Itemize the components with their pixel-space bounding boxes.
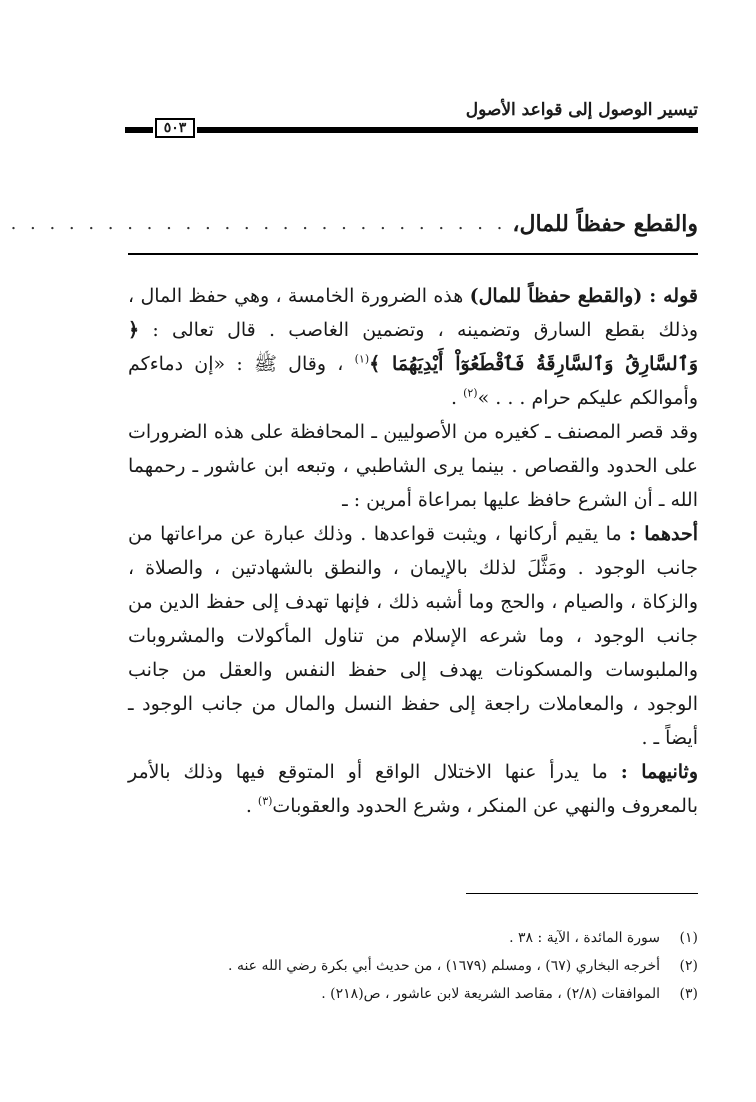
paragraph-3-text: ما يقيم أركانها ، ويثبت قواعدها . وذلك عبارة عن مراعاتها من جانب الوجود . ومَثَّلَ لذلك بالإيمان ، والنطق بالشهادتين ، والصلاة ، والزكاة ، والصيام ، والحج وما أشبه ذلك ، فإنها تهدف إلى حفظ الدين من جانب الوجود ، وما شرعه الإسلام من تناول المأكولات والمشروبات والملبوسات والمسكونات يهدف إلى حفظ النفس والعقل من جانب الوجود ، والمعاملات راجعة إلى حفظ النسل والمال من جانب الوجود ـ أيضاً ـ . (128, 523, 698, 749)
footnote-2-number: (٢) (679, 958, 698, 974)
paragraph-2: وقد قصر المصنف ـ كغيره من الأصوليين ـ المحافظة على هذه الضرورات على الحدود والقصاص . بينما يرى الشاطبي ، وتبعه ابن عاشور ـ رحمهما الله ـ أن الشرع حافظ عليها بمراعاة أمرين : ـ (128, 421, 698, 511)
section-rule (128, 253, 698, 255)
header-rule-end (125, 127, 153, 133)
footnote-2-text: أخرجه البخاري (٦٧) ، ومسلم (١٦٧٩) ، من حديث أبي بكرة رضي الله عنه . (228, 958, 660, 974)
page-header (125, 100, 698, 140)
footnote-1 (128, 924, 698, 952)
book-title: تيسير الوصول إلى قواعد الأصول (465, 100, 698, 120)
paragraph-1-text: هذه الضرورة الخامسة ، وهي حفظ المال ، وذلك بقطع السارق وتضمينه ، وتضمين الغاصب . قال تعالى : (128, 285, 698, 341)
section-heading-text: والقطع حفظاً للمال، (512, 211, 698, 237)
paragraph-3 (128, 517, 698, 755)
footnote-rule (466, 893, 698, 894)
paragraph-4 (128, 755, 698, 823)
footnote-ref-1: (١) (354, 352, 370, 366)
paragraph-1 (128, 279, 698, 415)
paragraph-1-text-3: . (450, 387, 464, 409)
footnote-2 (128, 952, 698, 980)
header-rule (197, 127, 698, 133)
paragraph-1-text-2: ، وقال ﷺ : «إن دماءكم وأموالكم عليكم حرام . . . » (128, 353, 698, 409)
page-number: ٥٠٣ (155, 118, 195, 138)
footnote-ref-3: (٣) (257, 794, 273, 808)
section-heading (10, 202, 698, 242)
paragraph-4-lead: وثانيهما : (620, 761, 698, 783)
footnote-1-number: (١) (679, 930, 698, 946)
footnote-ref-2: (٢) (463, 386, 478, 400)
footnote-3-number: (٣) (679, 986, 698, 1002)
footnotes (128, 924, 698, 1008)
paragraph-1-lead: قوله : (والقطع حفظاً للمال) (469, 285, 698, 307)
footnote-3 (128, 980, 698, 1008)
quran-verse: ﴿ وَٱلسَّارِقُ وَٱلسَّارِقَةُ فَٱقْطَعُوٓاْ أَيْدِيَهُمَا ﴾ (128, 319, 698, 375)
footnote-3-text: الموافقات (٢/٨) ، مقاصد الشريعة لابن عاشور ، ص(٢١٨) . (321, 986, 660, 1002)
paragraph-4-text: ما يدرأ عنها الاختلال الواقع أو المتوقع فيها وذلك بالأمر بالمعروف والنهي عن المنكر ، وشرع الحدود والعقوبات (128, 761, 698, 817)
footnote-1-text: سورة المائدة ، الآية : ٣٨ . (509, 930, 660, 946)
section-heading-dots: . . . . . . . . . . . . . . . . . . . . . . . . . . (10, 213, 507, 234)
body-text (128, 279, 698, 823)
paragraph-3-lead: أحدهما : (629, 523, 698, 545)
paragraph-4-tail: . (245, 795, 258, 817)
